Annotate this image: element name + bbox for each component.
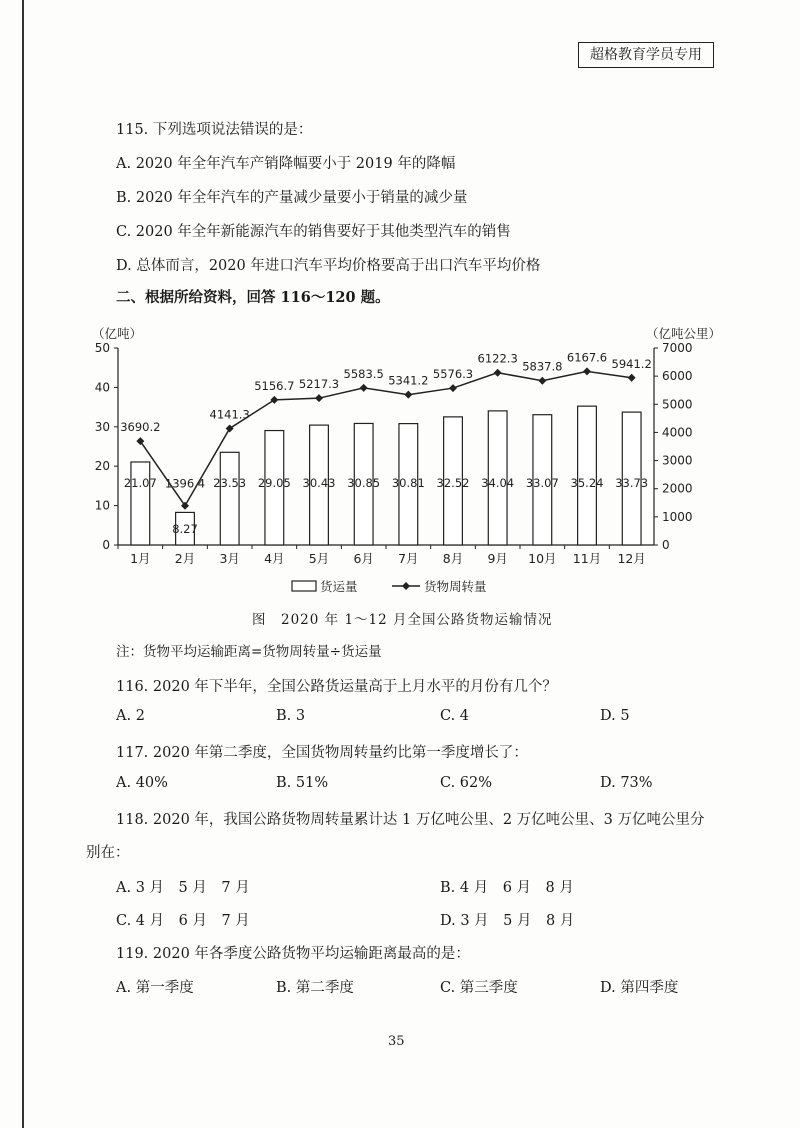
bar-value-label: 32.52 <box>436 476 470 490</box>
q116-option-d[interactable]: D. 5 <box>600 708 630 724</box>
right-tick-label: 0 <box>662 538 670 552</box>
x-tick-label: 3月 <box>219 551 240 566</box>
line-value-label: 5583.5 <box>343 366 384 381</box>
x-tick-label: 11月 <box>572 551 602 566</box>
x-tick-label: 10月 <box>528 551 557 566</box>
right-tick-label: 7000 <box>662 341 693 355</box>
line-value-label: 1396.4 <box>164 476 206 491</box>
q115-option-d[interactable]: D. 总体而言，2020 年进口汽车平均价格要高于出口汽车平均价格 <box>116 258 541 274</box>
line-point-marker <box>583 367 591 375</box>
x-tick-label: 8月 <box>442 551 464 566</box>
q115-option-a[interactable]: A. 2020 年全年汽车产销降幅要小于 2019 年的降幅 <box>116 156 456 172</box>
q117-option-d[interactable]: D. 73% <box>600 775 653 791</box>
line-value-label: 5837.8 <box>522 359 563 374</box>
q117-stem: 117. 2020 年第二季度，全国货物周转量约比第一季度增长了： <box>116 745 528 761</box>
bar-value-label: 23.53 <box>213 476 247 490</box>
q118-option-c[interactable]: C. 4 月 6 月 7 月 <box>116 913 250 929</box>
q119-option-c[interactable]: C. 第三季度 <box>440 980 518 996</box>
right-tick-label: 4000 <box>662 425 693 440</box>
q118-stem-continued: 别在： <box>86 845 130 861</box>
q117-option-a[interactable]: A. 40% <box>116 775 168 791</box>
bar-value-label: 34.04 <box>481 476 515 490</box>
line-value-label: 4141.3 <box>209 407 250 422</box>
line-value-label: 5576.3 <box>432 367 474 382</box>
legend-line-label: 货物周转量 <box>424 579 487 594</box>
line-point-marker <box>360 384 368 392</box>
bar-value-label: 21.07 <box>123 476 157 490</box>
x-tick-label: 6月 <box>353 551 374 566</box>
left-tick-label: 30 <box>94 419 110 434</box>
x-tick-label: 4月 <box>264 551 285 566</box>
bar-value-label: 8.27 <box>172 522 198 536</box>
right-tick-label: 2000 <box>662 481 693 496</box>
q115-option-b[interactable]: B. 2020 年全年汽车的产量减少量要小于销量的减少量 <box>116 190 468 206</box>
q117-option-c[interactable]: C. 62% <box>440 775 493 791</box>
bar-value-label: 30.85 <box>347 476 381 490</box>
bar-value-label: 35.24 <box>570 476 604 490</box>
q119-stem: 119. 2020 年各季度公路货物平均运输距离最高的是： <box>116 946 470 962</box>
q119-option-b[interactable]: B. 第二季度 <box>276 980 354 996</box>
line-point-marker <box>270 396 278 404</box>
right-tick-label: 3000 <box>662 453 693 468</box>
q116-stem: 116. 2020 年下半年，全国公路货运量高于上月水平的月份有几个？ <box>116 679 557 695</box>
line-value-label: 5341.2 <box>388 373 429 388</box>
line-point-marker <box>494 369 502 377</box>
q115-option-c[interactable]: C. 2020 年全年新能源汽车的销售要好于其他类型汽车的销售 <box>116 224 511 240</box>
left-tick-label: 10 <box>94 498 110 513</box>
right-tick-label: 1000 <box>662 509 693 524</box>
bar-货运量 <box>131 462 150 545</box>
q118-option-d[interactable]: D. 3 月 5 月 8 月 <box>440 913 575 929</box>
right-tick-label: 6000 <box>662 369 693 384</box>
line-point-marker <box>226 424 234 432</box>
x-tick-label: 7月 <box>398 551 419 566</box>
legend-bar-swatch <box>292 581 316 591</box>
line-point-marker <box>315 394 323 402</box>
line-value-label: 5941.2 <box>611 356 652 371</box>
left-tick-label: 0 <box>102 538 110 552</box>
line-value-label: 5217.3 <box>298 377 340 392</box>
right-axis-unit-label: （亿吨公里） <box>646 326 722 341</box>
bar-value-label: 29.05 <box>257 476 291 490</box>
x-tick-label: 12月 <box>617 551 646 566</box>
line-value-label: 6122.3 <box>477 351 518 366</box>
chart-note: 注：货物平均运输距离=货物周转量÷货运量 <box>116 644 382 660</box>
legend-line-marker <box>402 582 410 590</box>
legend-bar-label: 货运量 <box>320 579 358 594</box>
line-point-marker <box>628 374 636 382</box>
line-value-label: 3690.2 <box>120 420 161 435</box>
bar-货运量 <box>220 452 239 545</box>
left-tick-label: 40 <box>94 380 110 395</box>
left-tick-label: 20 <box>94 459 110 474</box>
q115-stem: 115. 下列选项说法错误的是： <box>116 122 313 138</box>
q119-option-d[interactable]: D. 第四季度 <box>600 980 679 996</box>
line-point-marker <box>538 377 546 385</box>
q116-option-a[interactable]: A. 2 <box>116 708 145 724</box>
line-point-marker <box>404 391 412 399</box>
header-stamp: 超格教育学员专用 <box>578 42 714 68</box>
left-tick-label: 50 <box>94 341 110 355</box>
q119-option-a[interactable]: A. 第一季度 <box>116 980 194 996</box>
q118-option-b[interactable]: B. 4 月 6 月 8 月 <box>440 880 574 896</box>
q116-option-c[interactable]: C. 4 <box>440 708 470 724</box>
q117-option-b[interactable]: B. 51% <box>276 775 329 791</box>
bar-value-label: 33.07 <box>525 476 559 490</box>
section-heading: 二、根据所给资料，回答 116～120 题。 <box>116 289 390 306</box>
page-number: 35 <box>388 1034 405 1049</box>
line-value-label: 6167.6 <box>566 350 608 365</box>
q116-option-b[interactable]: B. 3 <box>276 708 306 724</box>
x-tick-label: 9月 <box>487 551 508 566</box>
right-tick-label: 5000 <box>662 397 693 412</box>
line-point-marker <box>449 384 457 392</box>
bar-value-label: 30.43 <box>302 476 336 490</box>
left-axis-unit-label: （亿吨） <box>92 326 143 341</box>
x-tick-label: 1月 <box>130 551 151 566</box>
chart-caption: 图 2020 年 1～12 月全国公路货物运输情况 <box>252 612 553 628</box>
q118-option-a[interactable]: A. 3 月 5 月 7 月 <box>116 880 250 896</box>
line-value-label: 5156.7 <box>254 378 295 393</box>
x-tick-label: 2月 <box>174 551 196 566</box>
bar-value-label: 30.81 <box>391 476 425 490</box>
q118-stem: 118. 2020 年，我国公路货物周转量累计达 1 万亿吨公里、2 万亿吨公里、3 万亿吨公里分 <box>116 812 705 828</box>
x-tick-label: 5月 <box>308 551 330 566</box>
bar-value-label: 33.73 <box>615 476 649 490</box>
